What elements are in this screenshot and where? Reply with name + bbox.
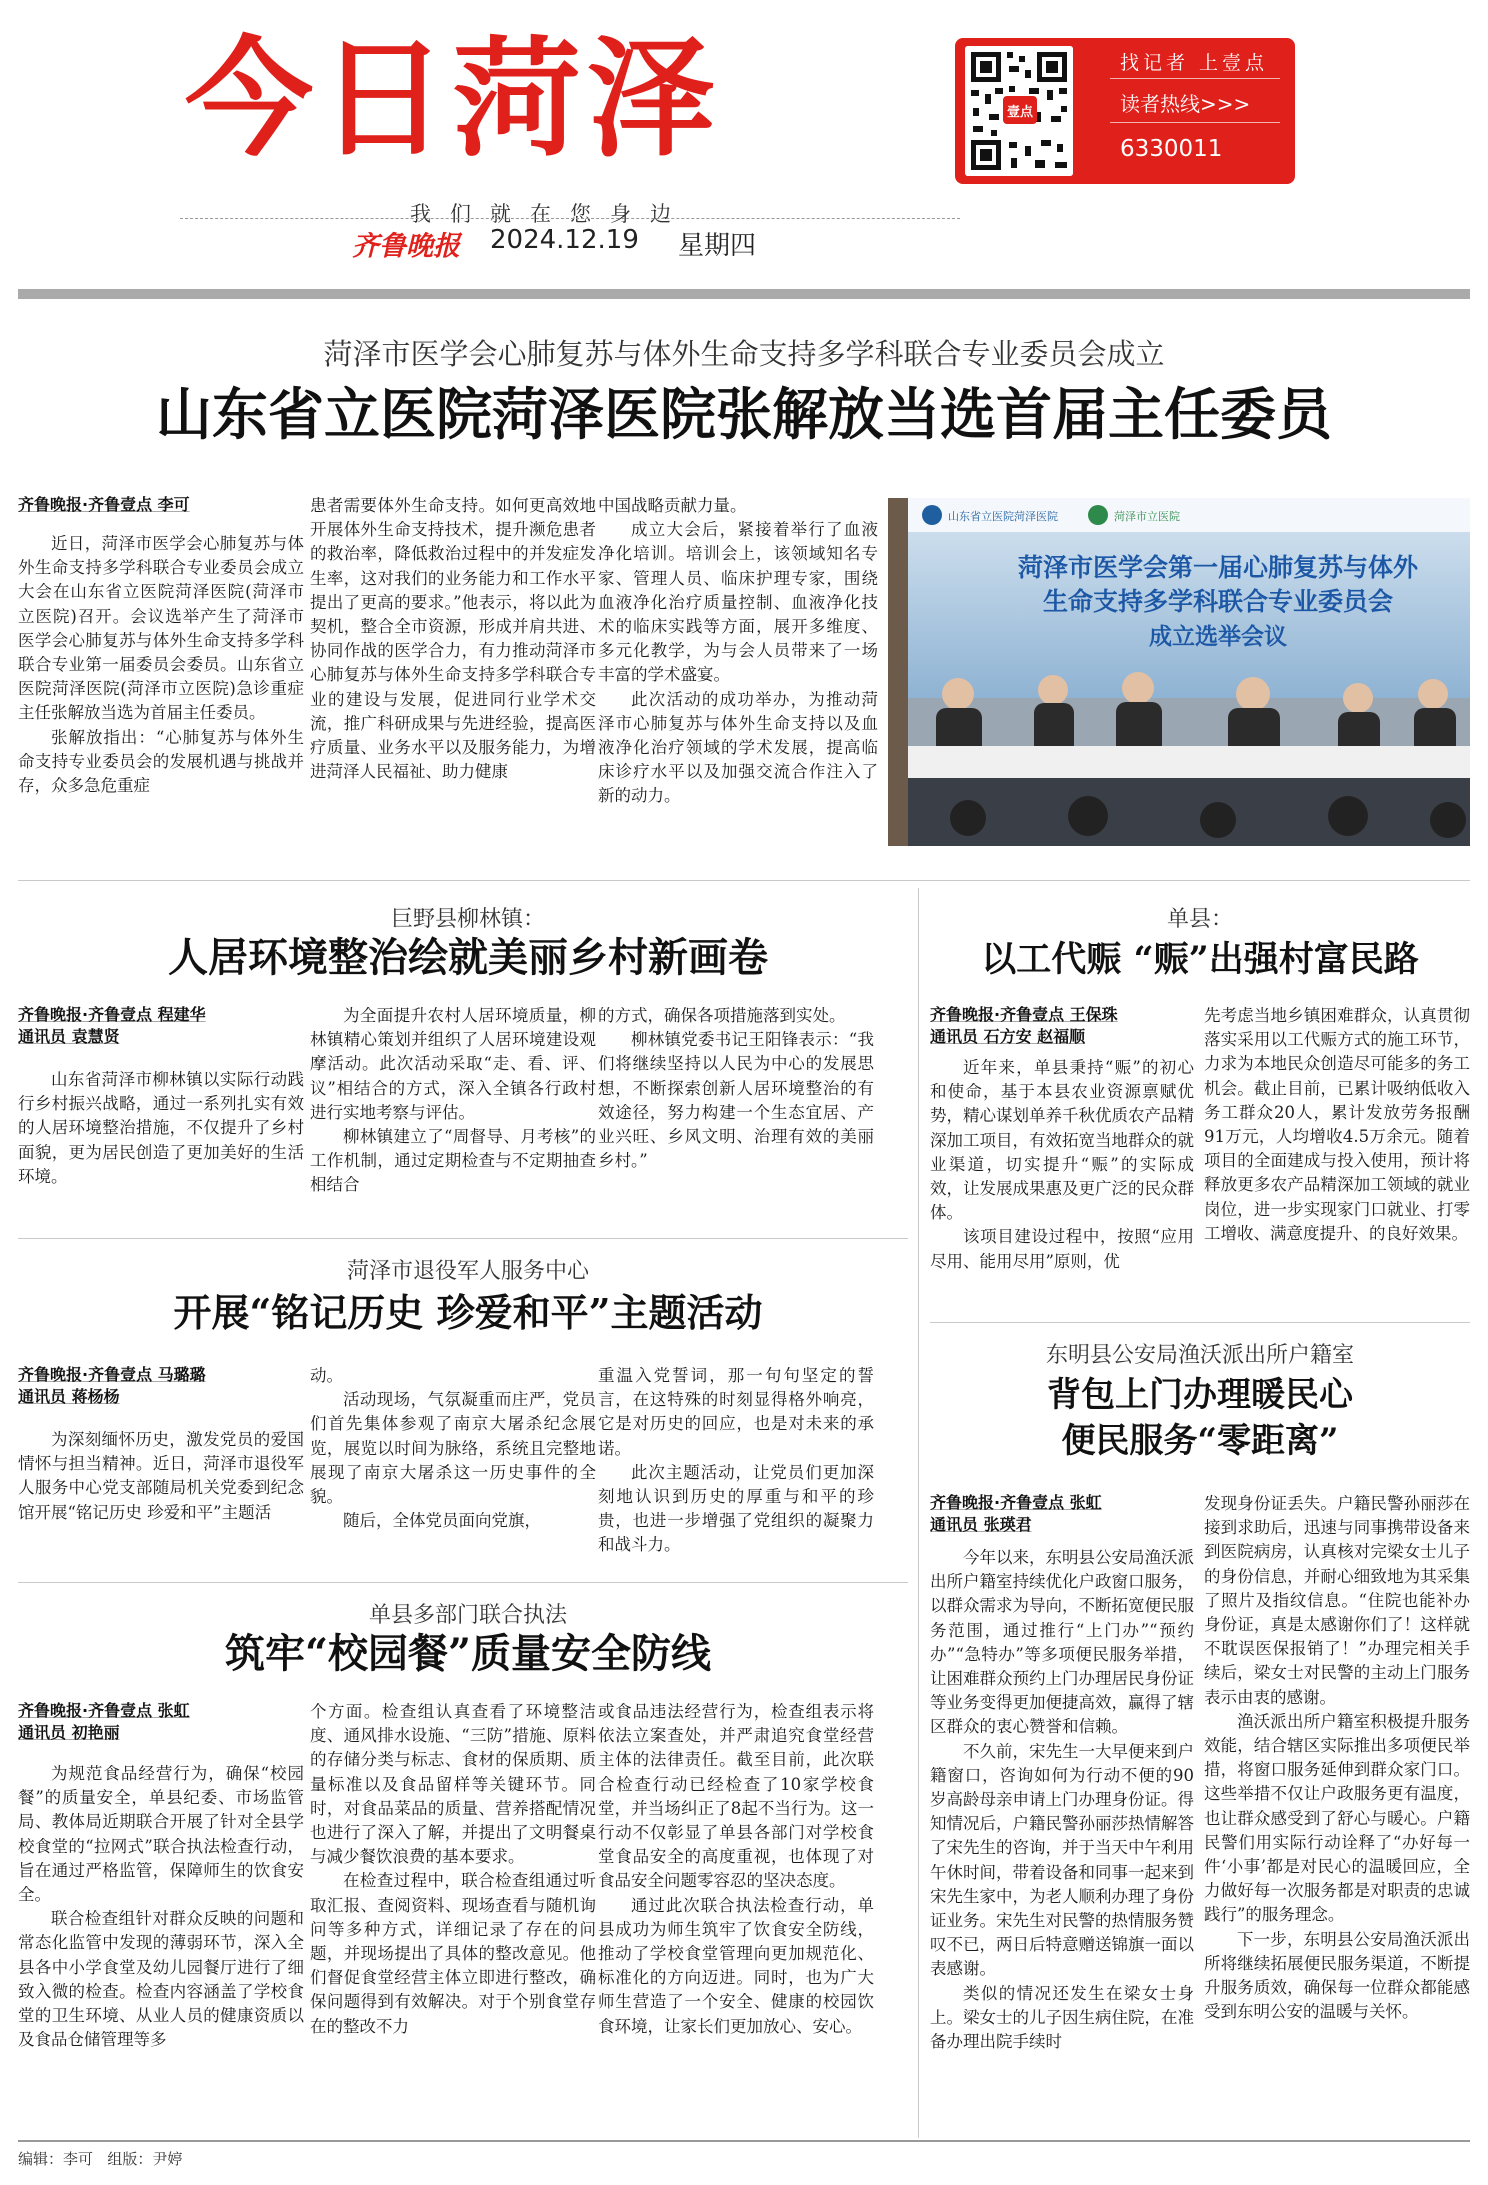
paragraph: 渔沃派出所户籍室积极提升服务效能，结合辖区实际推出多项便民举措，将窗口服务延伸到群众家门口。这些举措不仅让户政服务更有温度，也让群众感受到了舒心与暖心。户籍民警们用实际行动诠释了“办好每一件‘小事’都是对民心的温暖回应，全力做好每一次服务都是对职责的忠诚践行”的服务理念。 <box>1204 1711 1470 1925</box>
shanxian-headline: 以工代赈 “赈”出强村富民路 <box>981 939 1419 980</box>
paragraph: 张解放指出：“心肺复苏与体外生命支持专业委员会的发展机遇与挑战并存，众多急危重症 <box>18 727 304 796</box>
hotline-divider <box>1110 122 1280 123</box>
paragraph: 类似的情况还发生在梁女士身上。梁女士的儿子因生病住院，在准备办理出院手续时 <box>930 1983 1194 2052</box>
lead-headline: 山东省立医院菏泽医院张解放当选首届主任委员 <box>156 382 1332 448</box>
meeting-photo <box>888 498 1470 846</box>
footer-layout: 组版：尹婷 <box>107 2150 183 2168</box>
shanxian-col1 <box>930 1056 1194 1312</box>
lead-col1 <box>18 532 304 850</box>
newspaper-title: 今日菏泽 <box>185 25 722 174</box>
paragraph: 此次主题活动，让党员们更加深刻地认识到历史的厚重与和平的珍贵，也进一步增强了党组织的凝聚力和战斗力。 <box>598 1462 874 1555</box>
footer-editor: 编辑：李可 <box>18 2150 94 2168</box>
paragraph: 在检查过程中，联合检查组通过听取汇报、查阅资料、现场查看与随机询问等多种方式，详细记录了存在的问题，并现场提出了具体的整改意见。他们督促食堂经营主体立即进行整改，确保问题得到有效解决。对于个别食堂存在的整改不力 <box>310 1871 596 2036</box>
paragraph: 联合检查组针对群众反映的问题和常态化监管中发现的薄弱环节，深入全县各中小学食堂及幼儿园餐厅进行了细致入微的检查。检查内容涵盖了学校食堂的卫生环境、从业人员的健康资质以及食品仓储管理等多 <box>18 1909 304 2050</box>
shanxian-col2 <box>1204 1004 1470 1312</box>
column-divider <box>918 888 919 2138</box>
paragraph: 随后，全体党员面向党旗， <box>343 1511 541 1531</box>
police-headline-line2: 便民服务“零距离” <box>1061 1421 1339 1461</box>
paragraph: 成立大会后，紧接着举行了血液净化培训。培训会上，该领域知名专家、管理人员、临床护理专家，围绕血液净化治疗质量控制、血液净化技术的临床实践等方面，展开多维度、多元化教学，为与会人员带来了一场丰富的学术盛宴。 <box>598 520 878 685</box>
photo-banner3: 成立选举会议 <box>1149 624 1287 650</box>
qr-code-icon <box>965 46 1073 176</box>
footer-credits <box>18 2148 182 2169</box>
juye-col1 <box>18 1068 304 1228</box>
paragraph: 今年以来，东明县公安局渔沃派出所户籍室持续优化户政窗口服务，以群众需求为导向，不断拓宽便民服务范围，通过推行“上门办”“预约办”“急特办”等多项便民服务举措，让困难群众预约上门办理居民身份证等业务变得更加便捷高效，赢得了辖区群众的衷心赞誉和信赖。 <box>930 1548 1194 1737</box>
hotline-line2: 读者热线>>> <box>1120 92 1251 116</box>
food-kicker: 单县多部门联合执法 <box>368 1603 567 1628</box>
veterans-headline: 开展“铭记历史 珍爱和平”主题活动 <box>173 1290 763 1335</box>
food-headline: 筑牢“校园餐”质量安全防线 <box>224 1630 711 1677</box>
paragraph: 为深刻缅怀历史，激发党员的爱国情怀与担当精神。近日，菏泽市退役军人服务中心党支部随局机关党委到纪念馆开展“铭记历史 珍爱和平”主题活 <box>18 1430 304 1522</box>
brand-name: 齐鲁晚报 <box>352 231 460 262</box>
paragraph: 先考虑当地乡镇困难群众，认真贯彻落实采用以工代赈方式的施工环节，力求为本地民众创造尽可能多的务工机会。截止目前，已累计吸纳低收入务工群众20人，累计发放劳务报酬91万元，人均增收4.5万余元。随着项目的全面建成与投入使用，预计将释放更多农产品精深加工领域的就业岗位，进一步实现家门口就业、打零工增收、满意度提升、的良好效果。 <box>1204 1006 1470 1243</box>
paragraph: 山东省菏泽市柳林镇以实际行动践行乡村振兴战略，通过一系列扎实有效的人居环境整治措施，不仅提升了乡村面貌，更为居民创造了更加美好的生活环境。 <box>18 1070 304 1186</box>
paragraph: 个方面。检查组认真查看了环境整洁度、通风排水设施、“三防”措施、原料的存储分类与标志、食材的保质期、质量标准以及食品留样等关键环节。同时，对食品菜品的质量、营养搭配情况也进行了深入了解，并提出了文明餐桌与减少餐饮浪费的基本要求。 <box>310 1702 596 1867</box>
masthead-rule <box>180 218 960 219</box>
shanxian-kicker: 单县： <box>1166 907 1233 932</box>
police-col1 <box>930 1546 1194 2136</box>
masthead-band <box>18 289 1470 299</box>
paragraph: 近日，菏泽市医学会心肺复苏与体外生命支持多学科联合专业委员会成立大会在山东省立医院菏泽医院(菏泽市立医院)召开。会议选举产生了菏泽市医学会心肺复苏与体外生命支持多学科联合专业第一届委员会委员。山东省立医院菏泽医院(菏泽市立医院)急诊重症主任张解放当选为首届主任委员。 <box>18 534 304 723</box>
paragraph: 该项目建设过程中，按照“应用尽用、能用尽用”原则，优 <box>930 1227 1194 1271</box>
paragraph: 发现身份证丢失。户籍民警孙丽莎在接到求助后，迅速与同事携带设备来到医院病房，认真核对完梁女士儿子的身份信息，并耐心细致地为其采集了照片及指纹信息。“住院也能补办身份证，真是太感谢你们了！这样就不耽误医保报销了！”办理完相关手续后，梁女士对民警的主动上门服务表示由衷的感谢。 <box>1204 1494 1470 1707</box>
hotline-divider <box>1110 78 1280 79</box>
police-kicker: 东明县公安局渔沃派出所户籍室 <box>1045 1343 1354 1368</box>
police-col2 <box>1204 1492 1470 2136</box>
veterans-kicker: 菏泽市退役军人服务中心 <box>346 1259 589 1284</box>
police-byline: 齐鲁晚报·齐鲁壹点 张虹 通讯员 张瑛君 <box>930 1493 1102 1534</box>
food-col2 <box>310 1700 596 2134</box>
lead-col2 <box>310 494 596 850</box>
section-divider <box>18 1582 908 1583</box>
paragraph: 重温入党誓词，那一句句坚定的誓言，在这特殊的时刻显得格外响亮，它是对历史的回应，也是对未来的承诺。 <box>598 1366 874 1458</box>
paragraph: 的方式，确保各项措施落到实处。 <box>598 1006 846 1025</box>
lead-kicker: 菏泽市医学会心肺复苏与体外生命支持多学科联合专业委员会成立 <box>323 337 1165 371</box>
paragraph: 为全面提升农村人居环境质量，柳林镇精心策划并组织了人居环境建设观摩活动。此次活动采取“走、看、评、议”相结合的方式，深入全镇各行政村进行实地考察与评估。 <box>310 1006 596 1122</box>
issue-weekday: 星期四 <box>678 231 757 261</box>
footer-rule <box>18 2140 1470 2142</box>
food-byline: 齐鲁晚报·齐鲁壹点 张虹 通讯员 初艳丽 <box>18 1701 190 1742</box>
qr-label: 壹点 <box>1006 105 1034 120</box>
slogan: 我们就在您身边 <box>410 202 690 226</box>
photo-tag1: 山东省立医院菏泽医院 <box>948 510 1058 523</box>
veterans-col3 <box>598 1364 874 1578</box>
paragraph: 为规范食品经营行为，确保“校园餐”的质量安全，单县纪委、市场监管局、教体局近期联合开展了针对全县学校食堂的“拉网式”联合执法检查行动，旨在通过严格监管，保障师生的饮食安全。 <box>18 1764 304 1905</box>
hotline-line1: 找记者 上壹点 <box>1120 52 1269 74</box>
hotline-number: 6330011 <box>1120 136 1223 162</box>
section-divider <box>930 1322 1470 1323</box>
juye-byline: 齐鲁晚报·齐鲁壹点 程建华 通讯员 袁慧贤 <box>18 1005 206 1046</box>
photo-tag2: 菏泽市立医院 <box>1114 510 1180 523</box>
lead-byline: 齐鲁晚报·齐鲁壹点 李可 <box>18 495 190 514</box>
lead-col3 <box>598 494 878 850</box>
food-col1 <box>18 1762 304 2134</box>
paragraph: 不久前，宋先生一大早便来到户籍窗口，咨询如何为行动不便的90岁高龄母亲申请上门办理身份证。得知情况后，户籍民警孙丽莎热情解答了宋先生的咨询，并于当天中午利用午休时间，带着设备和同事一起来到宋先生家中，为老人顺利办理了身份证业务。宋先生对民警的热情服务赞叹不已，两日后特意赠送锦旗一面以表感谢。 <box>930 1741 1194 1979</box>
paragraph: 通过此次联合执法检查行动，单县成功为师生筑牢了饮食安全防线，推动了学校食堂管理向更加规范化、标准化的方向迈进。同时，也为广大师生营造了一个安全、健康的校园饮食环境，让家长们更加放心、安心。 <box>598 1895 874 2036</box>
issue-date: 2024.12.19 <box>490 225 639 255</box>
food-col3 <box>598 1700 874 2134</box>
veterans-byline: 齐鲁晚报·齐鲁壹点 马璐璐 通讯员 蒋杨杨 <box>18 1365 206 1406</box>
veterans-col1 <box>18 1428 304 1578</box>
paragraph: 近年来，单县秉持“赈”的初心和使命，基于本县农业资源禀赋优势，精心谋划单养千秋优质农产品精深加工项目，有效拓宽当地群众的就业渠道，切实提升“赈”的实际成效，让发展成果惠及更广泛的民众群体。 <box>930 1058 1194 1223</box>
juye-kicker: 巨野县柳林镇： <box>390 907 545 932</box>
paragraph: 活动现场，气氛凝重而庄严，党员们首先集体参观了南京大屠杀纪念展览，展览以时间为脉络，系统且完整地展现了南京大屠杀这一历史事件的全貌。 <box>310 1390 596 1507</box>
juye-headline: 人居环境整治绘就美丽乡村新画卷 <box>168 934 768 981</box>
section-divider <box>18 1238 908 1239</box>
paragraph: 中国战略贡献力量。 <box>598 496 747 515</box>
juye-col2 <box>310 1004 596 1228</box>
paragraph: 柳林镇党委书记王阳锋表示：“我们将继续坚持以人民为中心的发展思想，不断探索创新人居环境整治的有效途径，努力构建一个生态宜居、产业兴旺、乡风文明、治理有效的美丽乡村。” <box>598 1030 874 1171</box>
veterans-col2 <box>310 1364 596 1578</box>
paragraph: 柳林镇建立了“周督导、月考核”的工作机制，通过定期检查与不定期抽查相结合 <box>310 1127 596 1195</box>
shanxian-byline: 齐鲁晚报·齐鲁壹点 王保珠 通讯员 石方安 赵福顺 <box>930 1005 1118 1046</box>
police-headline-line1: 背包上门办理暖民心 <box>1047 1375 1353 1415</box>
photo-banner1: 菏泽市医学会第一届心肺复苏与体外 <box>1017 553 1419 582</box>
paragraph: 此次活动的成功举办，为推动菏泽市心肺复苏与体外生命支持以及血液净化治疗领域的学术发展，提高临床诊疗水平以及加强交流合作注入了新的动力。 <box>598 689 878 806</box>
paragraph: 动。 <box>310 1366 343 1385</box>
paragraph: 患者需要体外生命支持。如何更高效地开展体外生命支持技术，提升濒危患者的救治率，降低救治过程中的并发症发生率，这对我们的业务能力和工作水平提出了更高的要求。”他表示，将以此为契机，整合全市资源，形成并肩共进、协同作战的医学合力，有力推动菏泽市心肺复苏与体外生命支持多学科联合专业的建设与发展，促进同行业学术交流，推广科研成果与先进经验，提高医疗质量、业务水平以及服务能力，为增进菏泽人民福祉、助力健康 <box>310 496 596 782</box>
paragraph: 或食品违法经营行为，检查组表示将依法立案查处，并严肃追究食堂经营主体的法律责任。截至目前，此次联合检查行动已经检查了10家学校食堂，并当场纠正了8起不当行为。这一行动不仅彰显了单县各部门对学校食堂食品安全的高度重视，也体现了对食品安全问题零容忍的坚决态度。 <box>598 1702 874 1891</box>
photo-banner2: 生命支持多学科联合专业委员会 <box>1042 587 1394 616</box>
section-divider <box>18 880 1470 881</box>
juye-col3 <box>598 1004 874 1228</box>
paragraph: 下一步，东明县公安局渔沃派出所将继续拓展便民服务渠道，不断提升服务质效，确保每一位群众都能感受到东明公安的温暖与关怀。 <box>1204 1929 1470 2022</box>
